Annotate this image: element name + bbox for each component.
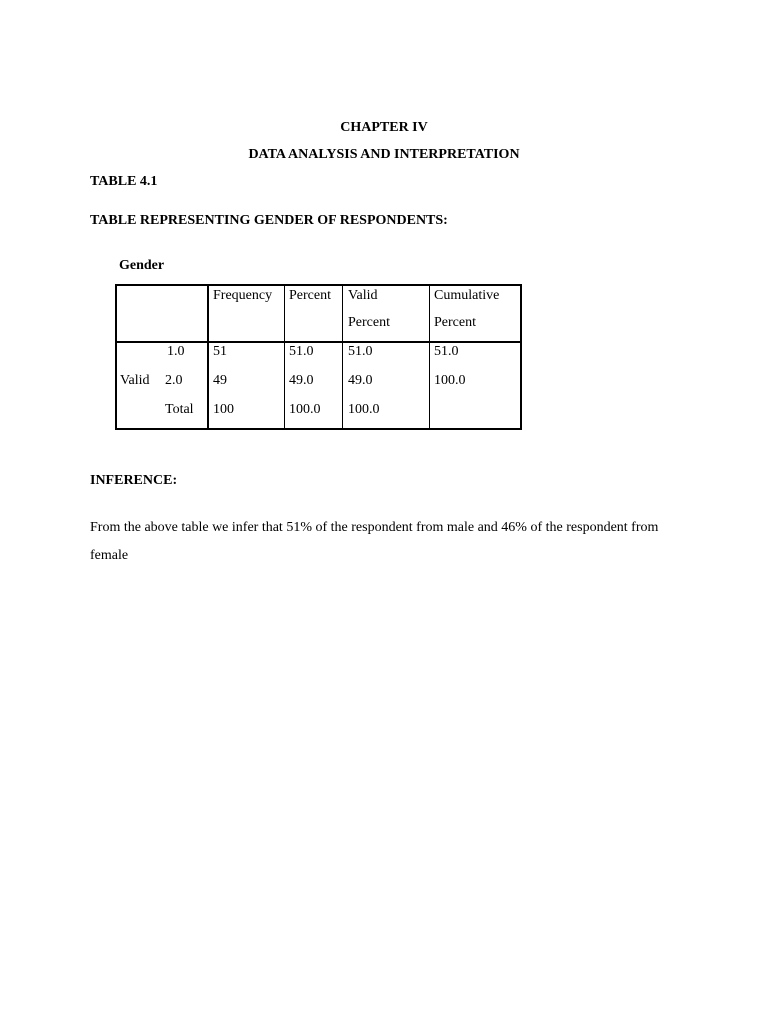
inference-heading: INFERENCE: bbox=[90, 473, 178, 488]
header-cumulative-percent-line1: Cumulative bbox=[434, 288, 500, 303]
row-group-label: Valid bbox=[120, 373, 150, 388]
cell-frequency: 51 bbox=[213, 344, 227, 359]
cell-cumulative-percent: 51.0 bbox=[434, 344, 459, 359]
cell-valid-percent: 49.0 bbox=[348, 373, 373, 388]
gender-table bbox=[115, 284, 522, 430]
cell-valid-percent: 100.0 bbox=[348, 402, 380, 417]
row-label: 1.0 bbox=[167, 344, 185, 359]
cell-cumulative-percent: 100.0 bbox=[434, 373, 466, 388]
header-cumulative-percent-line2: Percent bbox=[434, 315, 476, 330]
table-title: Gender bbox=[119, 258, 165, 273]
cell-percent: 100.0 bbox=[289, 402, 321, 417]
table-caption: TABLE REPRESENTING GENDER OF RESPONDENTS: bbox=[90, 213, 448, 228]
table-number: TABLE 4.1 bbox=[90, 174, 158, 189]
cell-frequency: 49 bbox=[213, 373, 227, 388]
row-label: 2.0 bbox=[165, 373, 183, 388]
cell-valid-percent: 51.0 bbox=[348, 344, 373, 359]
cell-percent: 49.0 bbox=[289, 373, 314, 388]
header-valid-percent-line1: Valid bbox=[348, 288, 378, 303]
table-column-divider bbox=[429, 286, 430, 428]
table-column-divider bbox=[207, 286, 209, 428]
cell-frequency: 100 bbox=[213, 402, 234, 417]
table-column-divider bbox=[342, 286, 343, 428]
row-label: Total bbox=[165, 402, 194, 417]
table-header-divider bbox=[117, 341, 520, 343]
header-frequency: Frequency bbox=[213, 288, 273, 303]
chapter-subtitle: DATA ANALYSIS AND INTERPRETATION bbox=[248, 147, 520, 162]
table-column-divider bbox=[284, 286, 285, 428]
chapter-title: CHAPTER IV bbox=[340, 120, 428, 135]
header-percent: Percent bbox=[289, 288, 331, 303]
cell-percent: 51.0 bbox=[289, 344, 314, 359]
inference-paragraph: From the above table we infer that 51% of the respondent from male and 46% of the respondent from female bbox=[90, 520, 659, 563]
header-valid-percent-line2: Percent bbox=[348, 315, 390, 330]
